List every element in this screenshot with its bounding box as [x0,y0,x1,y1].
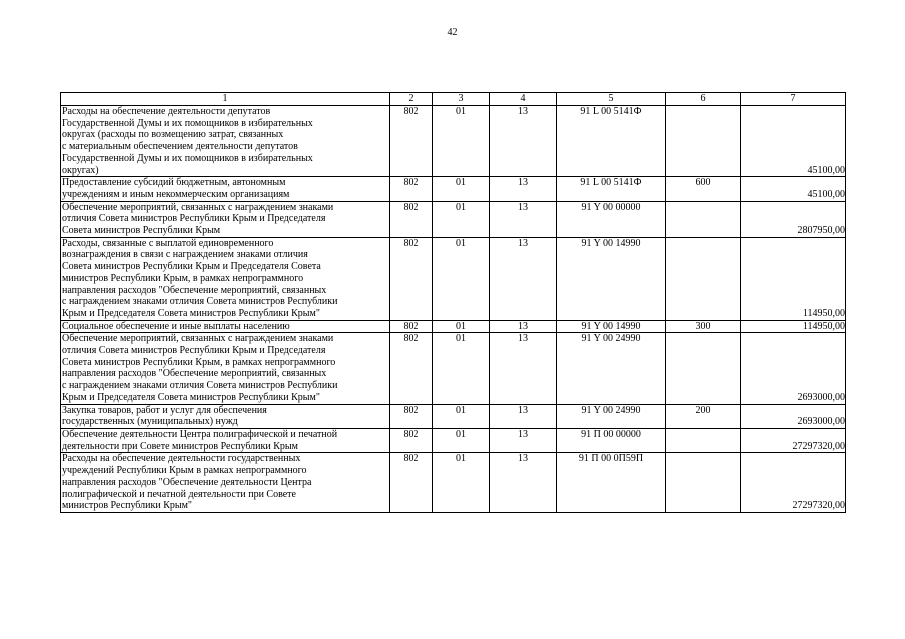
description-line: направления расходов "Обеспечение мероприятий, связанных [62,284,327,296]
row-description [61,201,390,237]
description-line: министров Республики Крым" [62,500,192,512]
target-article-cell: 91 Y 00 14990 [557,320,666,333]
target-article-cell: 91 L 00 5141Ф [557,177,666,201]
subsection-cell: 13 [490,428,557,452]
description-line: деятельности при Совете министров Республики Крым [62,440,298,452]
target-article-cell: 91 Y 00 14990 [557,237,666,320]
description-line: отличия Совета министров Республики Крым и Председателя [62,213,326,225]
row-description [61,428,390,452]
row-description [61,237,390,320]
column-header: 3 [433,93,490,106]
description-line: Крым и Председателя Совета министров Республики Крым" [62,391,320,403]
description-line: Расходы на обеспечение деятельности депутатов [62,106,271,117]
description-line: округах (расходы по возмещению затрат, связанных [62,129,284,141]
column-header: 4 [490,93,557,106]
column-header: 5 [557,93,666,106]
description-line: Государственной Думы и их помощников в избирательных [62,117,313,129]
amount-cell: 2693000,00 [741,404,846,428]
subsection-cell: 13 [490,453,557,513]
amount-cell: 2693000,00 [741,333,846,404]
expense-type-cell: 300 [666,320,741,333]
description-line: учреждениям и иным некоммерческим организациям [62,188,290,200]
description-line: Предоставление субсидий бюджетным, автономным [62,177,286,189]
description-line: Расходы, связанные с выплатой единовременного [62,237,274,249]
table-row [61,333,846,404]
target-article-cell: 91 Y 00 24990 [557,333,666,404]
subsection-cell: 13 [490,404,557,428]
expense-type-cell [666,333,741,404]
row-description [61,404,390,428]
amount-cell: 45100,00 [741,177,846,201]
expense-type-cell [666,106,741,177]
code-cell: 802 [390,453,433,513]
subsection-cell: 13 [490,320,557,333]
subsection-cell: 13 [490,201,557,237]
expense-type-cell: 600 [666,177,741,201]
description-line: Расходы на обеспечение деятельности государственных [62,453,301,465]
row-description [61,320,390,333]
description-line: вознаграждения в связи с награждением знаками отличия [62,249,308,261]
expense-type-cell [666,237,741,320]
description-line: учреждений Республики Крым в рамках непрограммного [62,465,307,477]
section-cell: 01 [433,453,490,513]
column-header: 1 [61,93,390,106]
code-cell: 802 [390,320,433,333]
row-description [61,453,390,513]
amount-cell: 114950,00 [741,320,846,333]
description-line: Совета министров Республики Крым, в рамках непрограммного [62,356,336,368]
amount-cell: 45100,00 [741,106,846,177]
table-row [61,177,846,201]
description-line: округах) [62,164,99,176]
code-cell: 802 [390,201,433,237]
column-header: 6 [666,93,741,106]
section-cell: 01 [433,333,490,404]
description-line: с материальным обеспечением деятельности депутатов [62,141,298,153]
column-header: 7 [741,93,846,106]
section-cell: 01 [433,106,490,177]
subsection-cell: 13 [490,177,557,201]
code-cell: 802 [390,333,433,404]
expense-type-cell [666,201,741,237]
description-line: с награждением знаками отличия Совета министров Республики [62,296,338,308]
section-cell: 01 [433,428,490,452]
description-line: Закупка товаров, работ и услуг для обеспечения [62,404,267,416]
description-line: Крым и Председателя Совета министров Республики Крым" [62,307,320,319]
code-cell: 802 [390,106,433,177]
description-line: Совета министров Республики Крым и Председателя Совета [62,261,321,273]
table-row [61,453,846,513]
code-cell: 802 [390,237,433,320]
target-article-cell: 91 Y 00 00000 [557,201,666,237]
amount-cell: 114950,00 [741,237,846,320]
description-line: направления расходов "Обеспечение деятельности Центра [62,476,312,488]
page-number: 42 [447,27,458,38]
table-row [61,106,846,177]
section-cell: 01 [433,404,490,428]
target-article-cell: 91 L 00 5141Ф [557,106,666,177]
description-line: полиграфической и печатной деятельности при Совете [62,488,296,500]
table-row [61,428,846,452]
section-cell: 01 [433,177,490,201]
table-row [61,404,846,428]
description-line: Обеспечение мероприятий, связанных с награждением знаками [62,333,334,345]
table-row [61,237,846,320]
amount-cell: 27297320,00 [741,428,846,452]
description-line: Обеспечение мероприятий, связанных с награждением знаками [62,201,334,213]
description-line: министров Республики Крым, в рамках непрограммного [62,272,304,284]
description-line: государственных (муниципальных) нужд [62,416,238,428]
subsection-cell: 13 [490,333,557,404]
target-article-cell: 91 Y 00 24990 [557,404,666,428]
subsection-cell: 13 [490,106,557,177]
target-article-cell: 91 П 00 0П59П [557,453,666,513]
column-header: 2 [390,93,433,106]
budget-table [60,92,846,513]
amount-cell: 2807950,00 [741,201,846,237]
table-row [61,320,846,333]
expense-type-cell [666,428,741,452]
row-description [61,333,390,404]
target-article-cell: 91 П 00 00000 [557,428,666,452]
row-description [61,106,390,177]
description-line: с награждением знаками отличия Совета министров Республики [62,380,338,392]
code-cell: 802 [390,404,433,428]
table-row [61,201,846,237]
table-header-row [61,93,846,106]
description-line: Социальное обеспечение и иные выплаты населению [62,320,290,332]
description-line: Обеспечение деятельности Центра полиграфической и печатной [62,428,338,440]
subsection-cell: 13 [490,237,557,320]
code-cell: 802 [390,177,433,201]
description-line: направления расходов "Обеспечение мероприятий, связанных [62,368,327,380]
row-description [61,177,390,201]
expense-type-cell [666,453,741,513]
description-line: Совета министров Республики Крым [62,225,221,237]
amount-cell: 27297320,00 [741,453,846,513]
description-line: Государственной Думы и их помощников в избирательных [62,152,313,164]
description-line: отличия Совета министров Республики Крым и Председателя [62,345,326,357]
code-cell: 802 [390,428,433,452]
section-cell: 01 [433,237,490,320]
section-cell: 01 [433,201,490,237]
section-cell: 01 [433,320,490,333]
expense-type-cell: 200 [666,404,741,428]
